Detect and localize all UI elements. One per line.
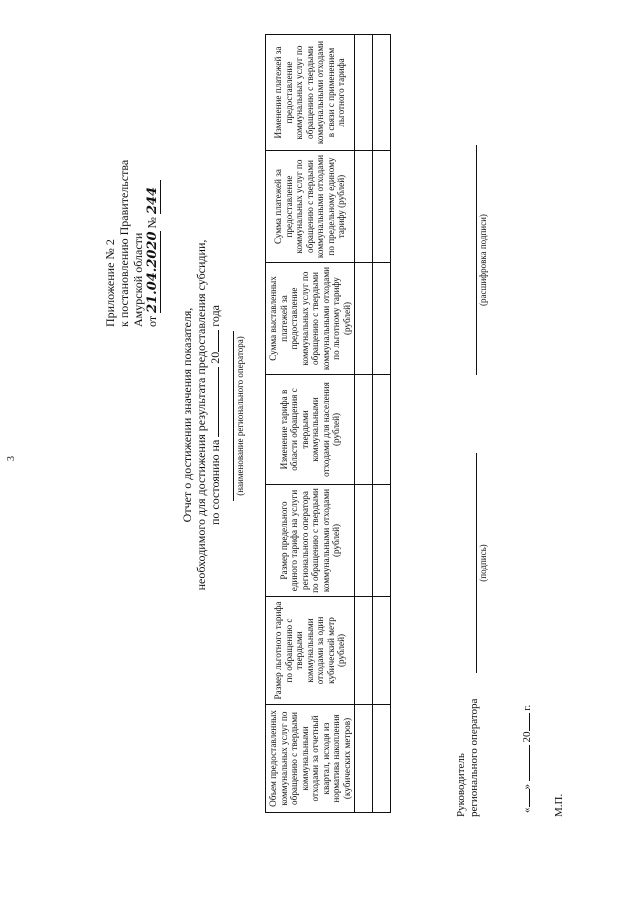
appendix-date-line (145, 160, 161, 327)
table-cell[interactable] (373, 35, 391, 151)
year-blank-2 (529, 714, 530, 732)
col-header-max-tariff: Размер предельного единого тарифа на услуги регионального оператора по обращению с твердыми коммунальными отходами (рублей) (266, 485, 355, 597)
table-cell[interactable] (373, 151, 391, 263)
appendix-line-3: Амурской области (131, 232, 145, 327)
col-header-payments-max-tariff: Сумма платежей за предоставление коммунальных услуг по обращению с твердыми коммунальными отходами по предельному единому тарифу (рублей) (266, 151, 355, 263)
number-prefix: № (145, 217, 159, 229)
title-line-2: необходимого для достижения результата предоставления субсидии, (194, 239, 208, 591)
report-table (265, 34, 391, 813)
month-blank (529, 745, 530, 781)
appendix-line-2: к постановлению Правительства (117, 159, 131, 327)
table-row (355, 35, 373, 813)
table-cell[interactable] (355, 151, 373, 263)
table-cell[interactable] (355, 485, 373, 597)
table-cell[interactable] (355, 705, 373, 813)
table-cell[interactable] (373, 705, 391, 813)
year-blank (218, 330, 219, 352)
stamp-place: М.П. (553, 793, 565, 817)
table-cell[interactable] (355, 597, 373, 705)
signing-date-line: «» 20 г. (521, 704, 533, 813)
table-cell[interactable] (373, 597, 391, 705)
report-title (180, 155, 222, 675)
day-blank (529, 790, 530, 808)
decoding-caption: (расшифровка подписи) (476, 145, 488, 375)
table-cell[interactable] (373, 485, 391, 597)
table-cell[interactable] (373, 375, 391, 485)
table-row (373, 35, 391, 813)
appendix-block (103, 160, 161, 327)
table-cell[interactable] (373, 263, 391, 375)
col-header-preferential-tariff: Размер льготного тарифа по обращению с твердыми коммунальными отходами за один кубический метр (рублей) (266, 597, 355, 705)
title-line-1: Отчет о достижении значения показателя, (180, 307, 194, 523)
signatory-label: Руководитель регионального оператора (455, 698, 480, 817)
table-cell[interactable] (355, 35, 373, 151)
page-number: 3 (6, 456, 17, 461)
date-prefix: от (145, 315, 159, 327)
title-line-3: по состоянию на 20 года (208, 304, 222, 526)
col-header-tariff-change: Изменение тарифа в области обращения с твердыми коммунальными отходами для населения (рублей) (266, 375, 355, 485)
col-header-billed-preferential: Сумма выставленных платежей за предоставление коммунальных услуг по обращению с твердыми коммунальными отходами по льготному тарифу (рублей) (266, 263, 355, 375)
col-header-payments-change: Изменение платежей за предоставление коммунальных услуг по обращению с твердыми коммунальными отходами в связи с применением льготного тарифа (266, 35, 355, 151)
appendix-line-1: Приложение № 2 (103, 239, 117, 327)
col-header-volume: Объем предоставленных коммунальных услуг по обращению с твердыми коммунальными отходами за отчетный квартал, исходя из норматива накопления (кубических метров) (266, 705, 355, 813)
table-header-row (266, 35, 355, 813)
table-cell[interactable] (355, 375, 373, 485)
handwritten-date: 21.04.2020 (145, 231, 160, 313)
signature-caption: (подпись) (476, 453, 488, 673)
date-blank (218, 367, 219, 437)
operator-name-caption: (наименование регионального оператора) (233, 331, 245, 501)
handwritten-number: 244 (146, 180, 161, 214)
table-cell[interactable] (355, 263, 373, 375)
